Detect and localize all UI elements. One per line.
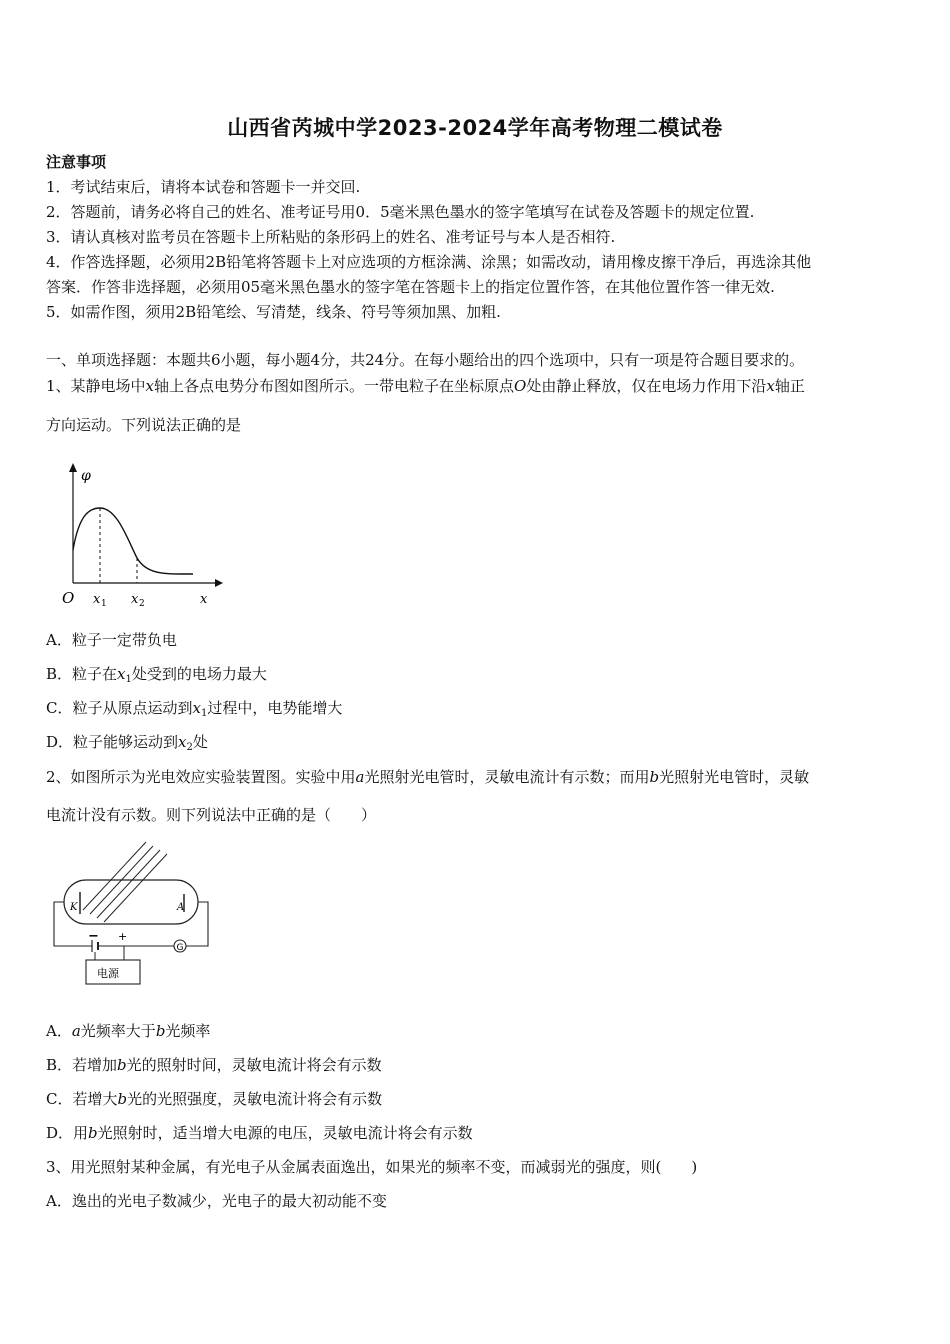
x2-label: x <box>131 592 139 607</box>
notice-item: 3．请认真核对监考员在答题卡上所粘贴的条形码上的姓名、准考证号与本人是否相符. <box>46 228 616 246</box>
minus-sign: − <box>88 929 99 944</box>
page-title: 山西省芮城中学2023-2024学年高考物理二模试卷 <box>227 116 723 140</box>
x-axis-label: x <box>200 592 208 607</box>
phi-label: φ <box>81 468 91 484</box>
q3-option-a: A．逸出的光电子数减少，光电子的最大初动能不变 <box>46 1192 387 1210</box>
x1-label: x <box>93 592 101 607</box>
notice-item: 1．考试结束后，请将本试卷和答题卡一并交回. <box>46 178 361 196</box>
notice-item: 4．作答选择题，必须用2B铅笔将答题卡上对应选项的方框涂满、涂黑；如需改动，请用橡皮擦干净后，再选涂其他 <box>46 253 812 271</box>
photoelectric-apparatus <box>50 838 215 990</box>
power-supply-label: 电源 <box>97 967 119 980</box>
q2-stem-line1: 2、如图所示为光电效应实验装置图。实验中用a光照射光电管时，灵敏电流计有示数；而用b光照射光电管时，灵敏 <box>46 768 810 786</box>
origin-label: O <box>62 589 75 607</box>
q2-stem-line2: 电流计没有示数。则下列说法中正确的是（ ） <box>46 806 377 824</box>
q2-option-d: D．用b光照射时，适当增大电源的电压，灵敏电流计将会有示数 <box>46 1124 473 1142</box>
notice-item: 答案．作答非选择题，必须用05毫米黑色墨水的签字笔在答题卡上的指定位置作答，在其他位置作答一律无效. <box>46 278 775 296</box>
potential-curve <box>73 508 193 574</box>
cathode-label: K <box>70 902 78 913</box>
x1-sub-label: 1 <box>101 599 107 609</box>
q1-option-a: A．粒子一定带负电 <box>46 631 177 649</box>
q2-option-c: C．若增大b光的光照强度，灵敏电流计将会有示数 <box>46 1090 383 1108</box>
notice-item: 2．答题前，请务必将自己的姓名、准考证号用0．5毫米黑色墨水的签字笔填写在试卷及答题卡的规定位置. <box>46 203 755 221</box>
q1-option-c: C．粒子从原点运动到$x_1$过程中，电势能增大 <box>46 699 343 719</box>
q3-stem: 3、用光照射某种金属，有光电子从金属表面逸出，如果光的频率不变，而减弱光的强度，则( ) <box>46 1158 698 1176</box>
plus-sign: + <box>118 930 128 943</box>
potential-graph <box>55 460 225 610</box>
q1-option-b: B．粒子在$x_1$处受到的电场力最大 <box>46 665 267 685</box>
q1-stem-line1: 1、某静电场中x轴上各点电势分布图如图所示。一带电粒子在坐标原点O处由静止释放，仅在电场力作用下沿x轴正 <box>46 377 805 395</box>
section-heading: 一、单项选择题：本题共6小题，每小题4分，共24分。在每小题给出的四个选项中，只有一项是符合题目要求的。 <box>46 351 805 369</box>
galvanometer-label: G <box>176 943 184 953</box>
x2-sub-label: 2 <box>139 599 145 609</box>
x-axis-arrow <box>215 579 223 587</box>
notice-item: 5．如需作图，须用2B铅笔绘、写清楚，线条、符号等须加黑、加粗. <box>46 303 501 321</box>
q2-option-b: B．若增加b光的照射时间，灵敏电流计将会有示数 <box>46 1056 382 1074</box>
anode-label: A <box>177 902 185 913</box>
q1-option-d: D．粒子能够运动到$x_2$处 <box>46 733 208 753</box>
q1-stem-line2: 方向运动。下列说法正确的是 <box>46 416 242 434</box>
notice-heading: 注意事项 <box>46 153 107 171</box>
y-axis-arrow <box>69 463 77 472</box>
q2-option-a: A．a光频率大于b光频率 <box>46 1022 211 1040</box>
